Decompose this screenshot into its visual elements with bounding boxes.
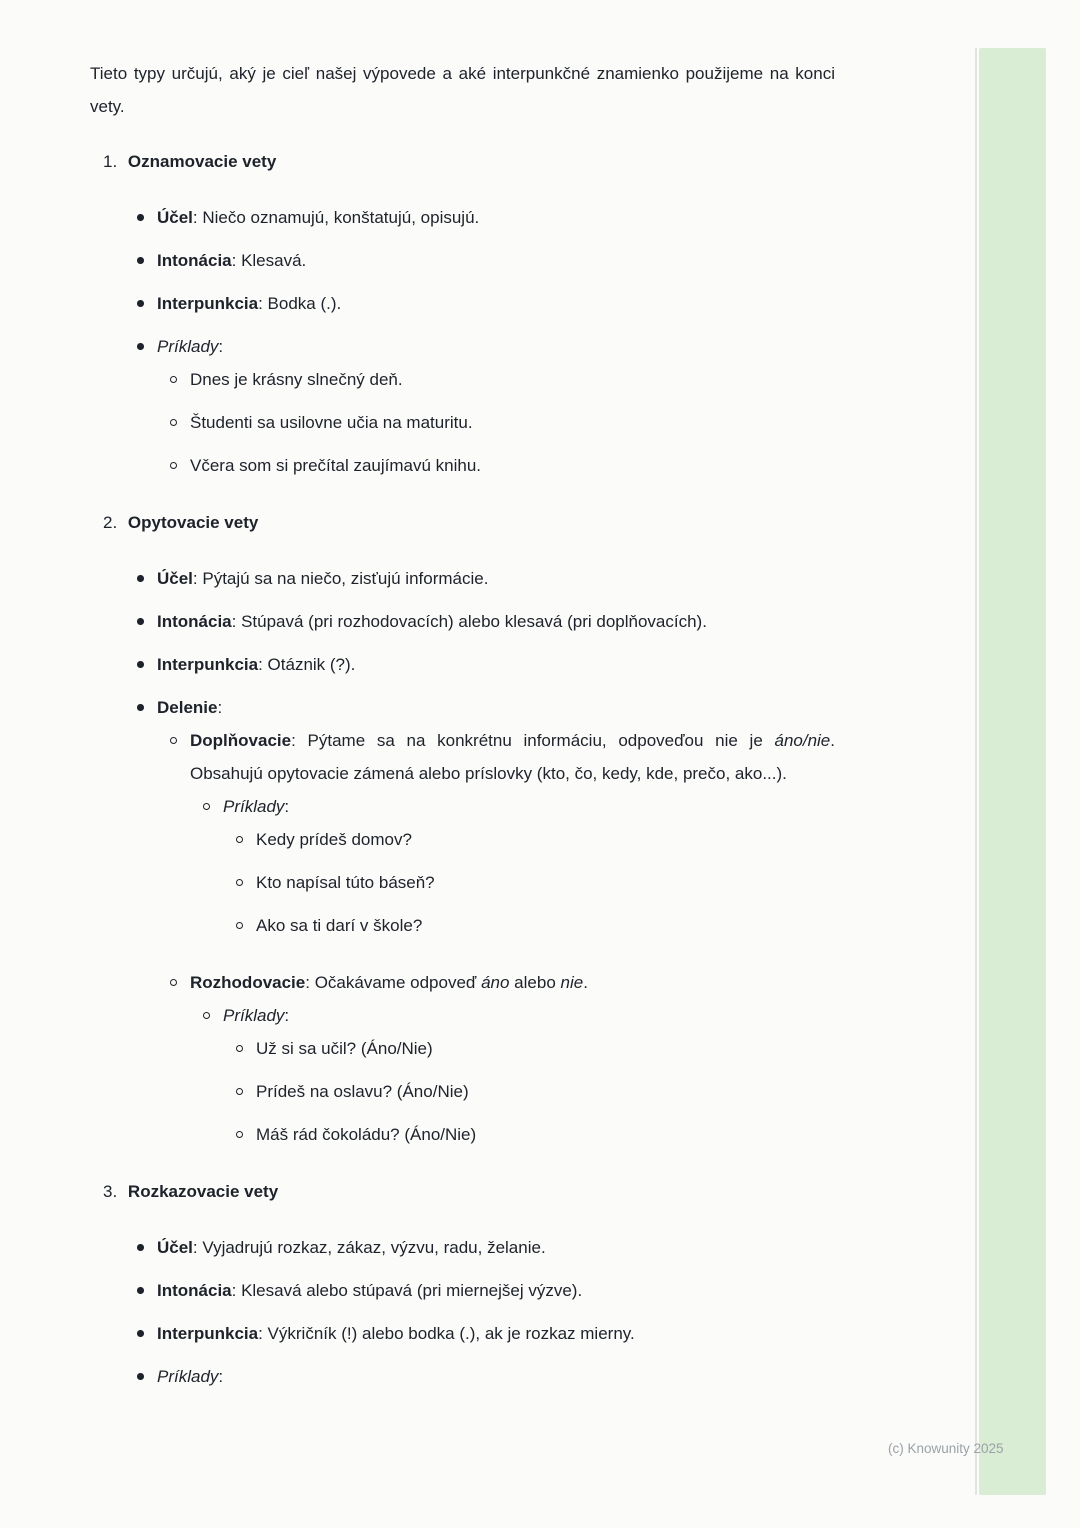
list-item (157, 605, 835, 638)
circle-bullet-icon (203, 1012, 210, 1019)
text-run: : Bodka (.). (258, 294, 342, 313)
section-heading (90, 145, 835, 178)
list-item (190, 724, 835, 942)
text-run: Intonácia (157, 251, 232, 270)
list-item (157, 287, 835, 320)
text-run: : (218, 337, 224, 356)
list-item (223, 790, 835, 942)
disc-bullet-icon (137, 1330, 144, 1337)
text-run: : Výkričník (!) alebo bodka (.), ak je rozkaz mierny. (258, 1324, 635, 1343)
bullet-list (223, 1032, 835, 1151)
circle-bullet-icon (170, 376, 177, 383)
list-item (223, 999, 835, 1151)
text-run: Príklady (157, 337, 219, 356)
circle-bullet-icon (170, 979, 177, 986)
text-run: Doplňovacie (190, 731, 292, 750)
section-title: Oznamovacie vety (127, 152, 277, 171)
disc-bullet-icon (137, 1244, 144, 1251)
list-item (190, 363, 835, 396)
bullet-list (157, 724, 835, 1151)
text-run: Intonácia (157, 612, 232, 631)
section-number: 2. (103, 513, 118, 532)
list-item-text (157, 251, 306, 270)
bullet-list (90, 562, 835, 1151)
text-run: : Pýtame sa na konkrétnu informáciu, odpoveďou nie je (291, 731, 775, 750)
text-run: Delenie (157, 698, 218, 717)
text-run: : Otáznik (?). (258, 655, 356, 674)
bullet-list (223, 823, 835, 942)
text-run: : (284, 1006, 290, 1025)
disc-bullet-icon (137, 704, 144, 711)
text-run: Včera som si prečítal zaujímavú knihu. (190, 456, 482, 475)
text-run: Účel (157, 208, 193, 227)
list-item-text (256, 1039, 433, 1058)
text-run: : Niečo oznamujú, konštatujú, opisujú. (192, 208, 480, 227)
disc-bullet-icon (137, 1373, 144, 1380)
text-run: Interpunkcia (157, 294, 259, 313)
disc-bullet-icon (137, 661, 144, 668)
list-item (157, 562, 835, 595)
disc-bullet-icon (137, 575, 144, 582)
list-item-text (256, 1125, 476, 1144)
list-item-text (190, 370, 403, 389)
list-item (157, 201, 835, 234)
section (90, 145, 835, 482)
list-item (157, 691, 835, 1151)
circle-bullet-icon (170, 737, 177, 744)
section-heading (90, 1175, 835, 1208)
section-number: 3. (103, 1182, 118, 1201)
text-run: Rozhodovacie (190, 973, 306, 992)
disc-bullet-icon (137, 257, 144, 264)
list-item (256, 1118, 835, 1151)
list-item (157, 1317, 835, 1350)
disc-bullet-icon (137, 343, 144, 350)
section-title: Opytovacie vety (127, 513, 259, 532)
text-run: . (583, 973, 588, 992)
list-item (157, 330, 835, 482)
list-item-text (157, 337, 223, 356)
text-run: Príklady (223, 1006, 285, 1025)
list-item-text (157, 1281, 582, 1300)
list-item (190, 966, 835, 1151)
list-item (256, 1032, 835, 1065)
list-item-text (157, 1324, 635, 1343)
bullet-list (190, 790, 835, 942)
list-item-text (190, 456, 481, 475)
bullet-list (190, 999, 835, 1151)
section-number: 1. (103, 152, 118, 171)
circle-bullet-icon (236, 879, 243, 886)
disc-bullet-icon (137, 300, 144, 307)
bullet-list (90, 1231, 835, 1393)
list-item (256, 823, 835, 856)
circle-bullet-icon (203, 803, 210, 810)
list-item (157, 1360, 835, 1393)
list-item-text (190, 973, 588, 992)
list-item-text (157, 698, 222, 717)
text-run: Študenti sa usilovne učia na maturitu. (190, 413, 473, 432)
section (90, 506, 835, 1151)
list-item-text (157, 612, 707, 631)
circle-bullet-icon (170, 419, 177, 426)
text-run: Interpunkcia (157, 655, 259, 674)
text-run: Kto napísal túto báseň? (256, 873, 435, 892)
section-title: Rozkazovacie vety (127, 1182, 279, 1201)
text-run: : (217, 698, 223, 717)
list-item (157, 1274, 835, 1307)
text-run: Už si sa učil? (Áno/Nie) (256, 1039, 433, 1058)
text-run: Prídeš na oslavu? (Áno/Nie) (256, 1082, 469, 1101)
section-heading (90, 506, 835, 539)
list-item (157, 1231, 835, 1264)
green-margin-stripe (979, 48, 1046, 1495)
list-item (157, 648, 835, 681)
text-run: áno/nie (774, 731, 831, 750)
list-item-text (223, 1006, 289, 1025)
text-run: Účel (157, 569, 193, 588)
bullet-list (157, 363, 835, 482)
list-item-text (190, 413, 473, 432)
list-item-text (157, 1367, 223, 1386)
list-item-text (157, 294, 341, 313)
list-item (157, 244, 835, 277)
intro-paragraph: Tieto typy určujú, aký je cieľ našej výpovede a aké interpunkčné znamienko použijeme na konci vety. (90, 64, 835, 116)
text-run: alebo (509, 973, 561, 992)
circle-bullet-icon (236, 836, 243, 843)
circle-bullet-icon (236, 1045, 243, 1052)
text-run: : Očakávame odpoveď (305, 973, 482, 992)
watermark: (c) Knowunity 2025 (888, 1441, 1004, 1456)
list-item-text (157, 208, 479, 227)
list-item-text (256, 873, 435, 892)
disc-bullet-icon (137, 214, 144, 221)
text-run: nie (560, 973, 584, 992)
list-item-text (223, 797, 289, 816)
list-item-text (190, 731, 835, 783)
circle-bullet-icon (236, 1131, 243, 1138)
list-item (256, 909, 835, 942)
list-item (256, 1075, 835, 1108)
text-run: Účel (157, 1238, 193, 1257)
list-item-text (157, 655, 355, 674)
list-item (190, 406, 835, 439)
text-run: : Stúpavá (pri rozhodovacích) alebo klesavá (pri doplňovacích). (231, 612, 707, 631)
circle-bullet-icon (236, 1088, 243, 1095)
text-run: : (218, 1367, 224, 1386)
text-run: áno (481, 973, 510, 992)
page-edge-line (975, 48, 977, 1495)
sections-list (90, 145, 835, 1393)
text-run: : Pýtajú sa na niečo, zisťujú informácie. (192, 569, 489, 588)
text-run: Kedy prídeš domov? (256, 830, 412, 849)
list-item-text (256, 830, 412, 849)
list-item-text (256, 916, 422, 935)
disc-bullet-icon (137, 1287, 144, 1294)
list-item-text (157, 569, 488, 588)
text-run: : (284, 797, 290, 816)
list-item-text (157, 1238, 546, 1257)
text-run: : Klesavá alebo stúpavá (pri miernejšej výzve). (231, 1281, 583, 1300)
circle-bullet-icon (236, 922, 243, 929)
document-content (90, 57, 835, 1393)
list-item (190, 449, 835, 482)
circle-bullet-icon (170, 462, 177, 469)
text-run: Príklady (223, 797, 285, 816)
text-run: Ako sa ti darí v škole? (256, 916, 423, 935)
text-run: Intonácia (157, 1281, 232, 1300)
text-run: Príklady (157, 1367, 219, 1386)
list-item-text (256, 1082, 469, 1101)
text-run: : Klesavá. (231, 251, 307, 270)
bullet-list (90, 201, 835, 482)
text-run: : Vyjadrujú rozkaz, zákaz, výzvu, radu, želanie. (192, 1238, 546, 1257)
disc-bullet-icon (137, 618, 144, 625)
list-item (256, 866, 835, 899)
text-run: Interpunkcia (157, 1324, 259, 1343)
text-run: . Obsahujú opytovacie zámená alebo príslovky (kto, čo, kedy, kde, prečo, ako...). (190, 731, 835, 783)
text-run: Dnes je krásny slnečný deň. (190, 370, 403, 389)
text-run: Máš rád čokoládu? (Áno/Nie) (256, 1125, 477, 1144)
section (90, 1175, 835, 1393)
